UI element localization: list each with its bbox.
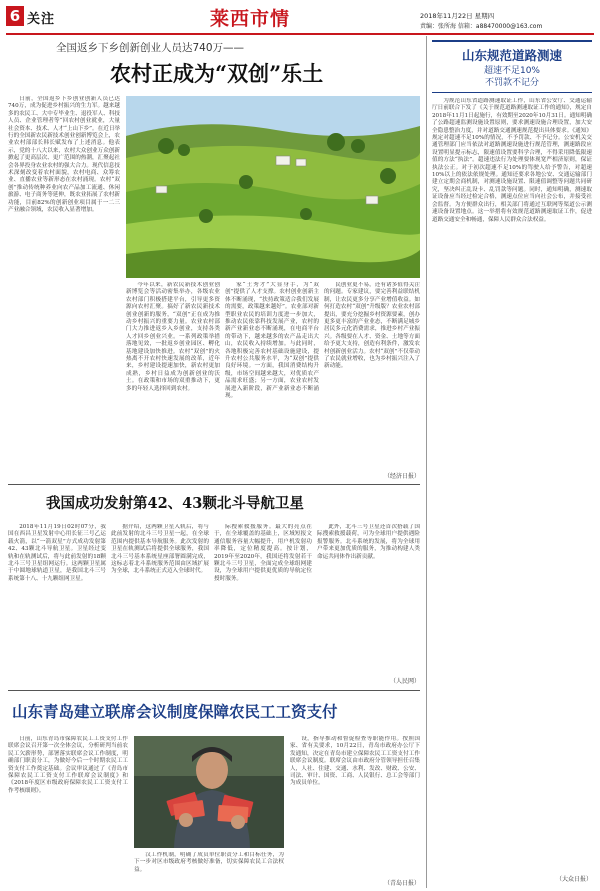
article3-headline: 山东青岛建立联席会议制度保障农民工工资支付	[12, 702, 338, 721]
article2-byline: （人民网）	[389, 678, 420, 685]
article3-col1: 日前，山东青岛市保障农民工工资支付工作联席会议召开第一次全体会议，分析研判当前农民工欠薪形势，部署落实联席会议工作制度，明确部门职责分工，为做好今后一个时期农民工工资支付工作奠定基础。会议审议通过了《青岛市保障农民工工资支付工作联席会议制度》和《2018年度区市级政府保障农民工工资支付工作考核细则》。	[8, 736, 128, 794]
section-title: 关注	[27, 12, 56, 27]
worker-wages-photo	[134, 736, 284, 848]
article1-col3: 家“土秀才”大显身手，为“双创”提供了人才支撑。农村创业创新主体不断涌现，“扶持政策适合我们发展的需要，政策越来越好”。农业部对新型职业农民的培训力度进一步加大，推动农民依靠科技发展产业，农村的新产业新业态不断涌现，在电商平台的带动下，越来越多的农产品走出大山，农民收入持续增加。与此同时，各地积极完善农村基础设施建设，提升农村公共服务水平，为“双创”提供良好环境。一方面，我国消费结构升级，市场空间越来越大，对优质农产品需求旺盛；另一方面，农业农村发展进入新阶段，新产业新业态不断涌现。	[225, 282, 319, 400]
masthead: 莱西市情	[210, 8, 291, 30]
sidebar-byline: （大众日报）	[555, 876, 592, 883]
article1-col1: 日前，全国返乡下乡创业创新人员已达740万，成为促进乡村振兴的生力军。越来越多的农民工、大中专毕业生、退役军人、科技人员、企业管理者等“回农村创业就业，大量社会资本、技术、人才“上山下乡”。在近日举行的全国新农民新技术创业创新博览会上，农业农村部部长韩长赋发布了上述消息。他表示，党的十八大以来，农村大众创业万众创新掀起了更高层次、更广范围的热潮，汇聚起社会各界投身农业农村的强大合力。现代信息技术深刻改变着农村面貌，农村电商、众筹农业、直播农业等新形态在农村涌现。农村“双创”推动传统种养业向农产品加工流通、休闲旅游、电子商务等延伸，既农业拓展了农村新功能，目前82%的创新创业项目属于一二三产业融合领域，农民收入显著增加。	[8, 96, 120, 214]
article1-headline: 农村正成为“双创”乐土	[110, 61, 324, 86]
article2-col1: 2018年11月19日02时07分，我国在西昌卫星发射中心用长征三号乙运载火箭，以“一箭双星”方式成功发射第42、43颗北斗导航卫星。卫星经过变轨和在轨测试后，将与此前发射的18颗北斗三号卫星组网运行。这两颗卫星属于中圆地球轨道卫星，是我国北斗三号系统第十八、十九颗组网卫星。	[8, 524, 106, 582]
article2-col2: 据介绍，这两颗卫星入轨后，将与此前发射的北斗三号卫星一起，在全球范围内提供基本导航服务。此次发射的卫星在轨测试后将提供全球服务，我国北斗三号基本系统星座部署圆满完成，这标志着北斗系统服务范围由区域扩展为全球，北斗系统正式迈入全球时代。	[111, 524, 209, 575]
sidebar-title: 山东规范道路测速	[461, 48, 562, 63]
article1-col4: 民创业更不易，还有诸多值得关注的问题。专家建议，要完善利益联结机制，让农民更多分享产业增值收益。如何打造农村“双创”升级版？农业农村部提出，要充分挖掘乡村资源要素，创办更多更丰富的产业业态，不断满足城乡居民多元化消费需求，推进乡村产业振兴。各级要在人才、资金、土地等方面给予更大支持，创造有利条件，激发农村创新创业活力。农村“双创”不仅带动了农民就业增收，也为乡村振兴注入了新动能。	[324, 282, 420, 370]
article3-col2-text: 汉工作机制，明确了成员单位职责分工和目标任务，为下一步对区市级政府考核做好准备，切实保障农民工合法权益。	[134, 852, 284, 873]
article1-col2: 今年以来，新农民新技术创业创新博览会等活动密集举办，各级农业农村部门积极搭建平台，引导更多资源向农村汇聚。搞好了新农民新技术创业创新的服务，“双创”正在成为推动乡村振兴的重要力量。农业农村部门大力推进返乡入乡创业，支持各类人才回乡创业兴业。一系列政策举措落地见效，一批返乡创业园区、孵化基地建设加快推进。农村“双创”的火热离不开农村快速发展的改革，近年来，乡村建设提速加快，新农村更加成熟，乡村日益成为创新创业的沃土。在政策和市场的双重推动下，更多的年轻人选择回到农村。	[126, 282, 220, 392]
sidebar-subtitle-2: 不罚款不记分	[484, 78, 539, 88]
page-number: 6	[6, 6, 24, 26]
landscape-illustration	[126, 96, 420, 278]
sidebar-subtitle-1: 超速不足10%	[483, 66, 540, 76]
rural-landscape-photo	[126, 96, 420, 278]
sidebar-body: 为规范山东省道路测速取证工作，山东省公安厅、交通运输厅日前联合下发了《关于规范道路测速取证工作的通知》，规定自2018年11月1日起施行，有效期至2020年10月31日。通知明确了公路超速监测设施设置原则，要求测速设施合理设置，加大安全隐患整治力度，并对道路交通测速规范提出具体要求。《通知》规定对超速不足10%的情况，不予罚款、不予记分。公安机关交通管理部门应当依法对道路测速设施进行规范管理，测速路段应设置明显提示标志，限速值设置要科学合理，不得采用降低限速值的方法“执法”。超速违法行为处理要体现宽严相济原则，保证执法公正。对于初次超速不足10%的驾驶人给予警告，对超速10%以上的依法依规处理。通知还要求各地公安、交通运输部门建立定期会商机制，对测速设施设置、限速值调整等问题共同研究，坚决纠正乱设卡、乱罚款等问题。同时，通知明确，测速取证设备应当经过检定合格，测速点位应当向社会公布，并接受社会监督。为方便群众出行，相关部门将通过互联网等渠道公示测速设备设置地点。这一举措将有效规范道路测速取证工作，促进道路交通安全和畅通，保障人民群众合法权益。	[432, 98, 592, 223]
article2-headline: 我国成功发射第42、43颗北斗导航卫星	[46, 495, 304, 512]
header-rule	[6, 33, 594, 35]
worker-illustration	[134, 736, 284, 848]
sidebar-sub-rule	[432, 92, 592, 93]
article1-divider	[8, 484, 420, 485]
article1-kicker: 全国返乡下乡创新创业人员达740万——	[56, 42, 245, 54]
article2-divider	[8, 690, 420, 691]
article3-byline: （青岛日报）	[383, 880, 420, 887]
issue-date: 2018年11月22日 星期四	[420, 12, 495, 20]
article2-col4: 此外，北斗三号卫星还首次搭载了国际搜索救援载荷，可为全球用户提供遇险报警服务。北斗系统的发展，将为全球用户带来更加优质的服务，为推动构建人类命运共同体作出新贡献。	[317, 524, 420, 560]
sidebar-top-rule	[432, 40, 592, 42]
editor-info: 责编：张所海 信箱：a88470000@163.com	[420, 23, 543, 30]
article2-col3: 际搜索救援服务。最大的亮点在于，在全球覆盖的基础上，区域短报文通信服务容量大幅提升，用户机发射功率降低，定位精度提高。按计划，2019年至2020年，我国还将发射若干颗北斗三号卫星，全面完成全球组网建设，为全球用户提供更优质的导航定位授时服务。	[214, 524, 312, 582]
sidebar-divider	[426, 36, 427, 888]
article1-byline: （经济日报）	[383, 473, 420, 480]
article3-col3: 设，指导推动和督促检查等职能作用。按照国家、省有关要求，10月22日，青岛市政府办公厅下发通知，决定在青岛市建立保障农民工工资支付工作联席会议制度。联席会议由市政府分管领导担任召集人，人社、住建、交通、水利、发改、财政、公安、司法、审计、国资、工商、人民银行、总工会等部门为成员单位。	[290, 736, 420, 787]
